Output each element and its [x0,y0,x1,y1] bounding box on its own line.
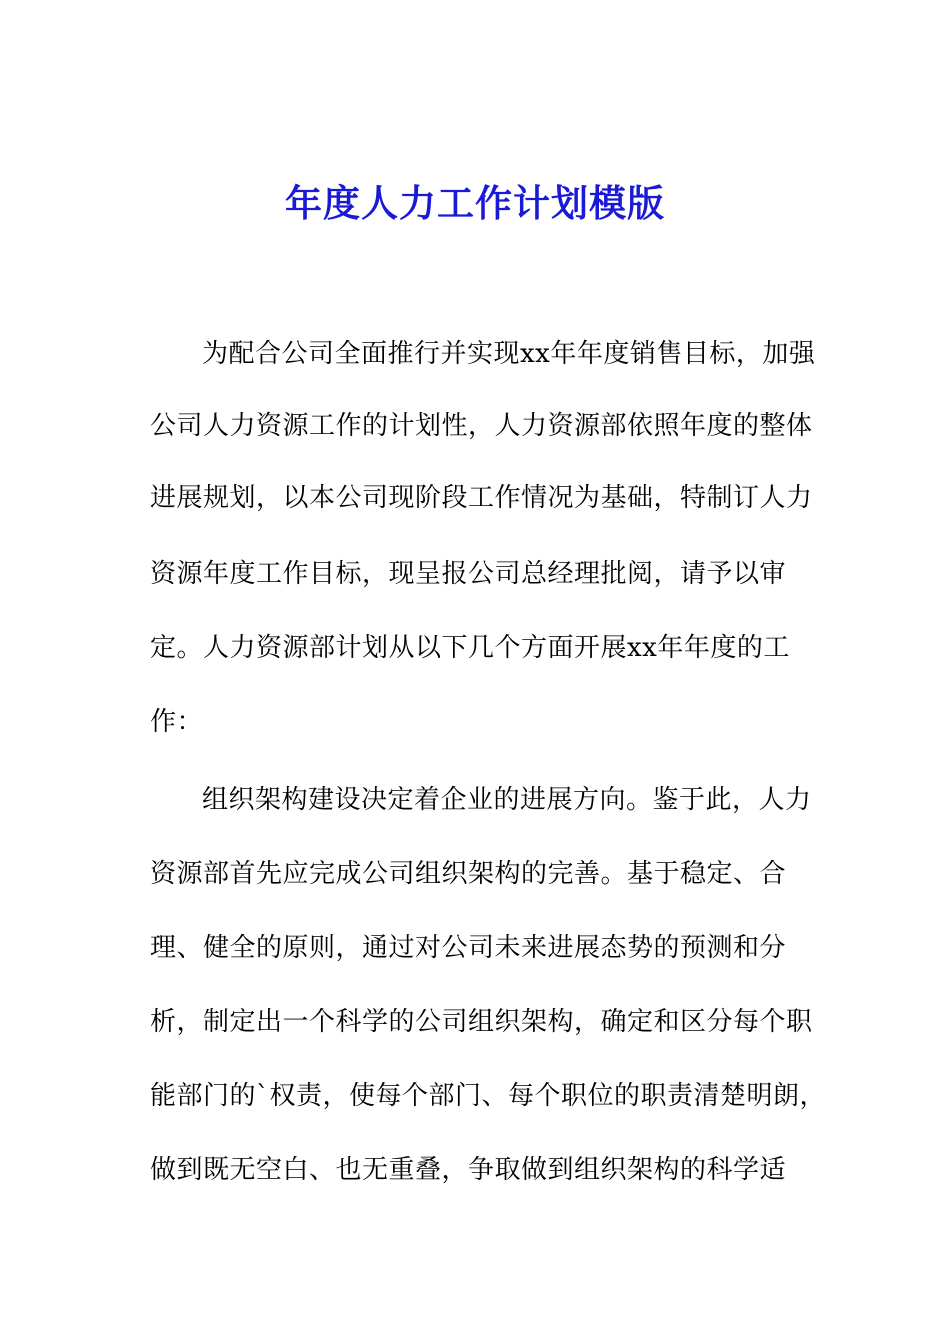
document-title: 年度人力工作计划模版 [285,181,665,225]
paragraph-line: 作： [150,707,204,737]
paragraph-line: 理、健全的原则，通过对公司未来进展态势的预测和分 [150,933,787,963]
paragraph-line: 资源年度工作目标，现呈报公司总经理批阅，请予以审 [150,559,787,589]
paragraph-line: 资源部首先应完成公司组织架构的完善。基于稳定、合 [150,859,787,889]
paragraph-line: 做到既无空白、也无重叠，争取做到组织架构的科学适 [150,1155,787,1185]
paragraph-line: 组织架构建设决定着企业的进展方向。鉴于此，人力 [202,785,812,815]
paragraph-line: 析，制定出一个科学的公司组织架构，确定和区分每个职 [150,1007,813,1037]
paragraph-line: 进展规划，以本公司现阶段工作情况为基础，特制订人力 [150,483,813,513]
paragraph-line: 能部门的`权责，使每个部门、每个职位的职责清楚明朗， [150,1081,827,1111]
paragraph-line: 公司人力资源工作的计划性，人力资源部依照年度的整体 [150,411,813,441]
paragraph-line: 为配合公司全面推行并实现xx年年度销售目标，加强 [202,339,816,369]
paragraph-line: 定。人力资源部计划从以下几个方面开展xx年年度的工 [150,633,790,663]
